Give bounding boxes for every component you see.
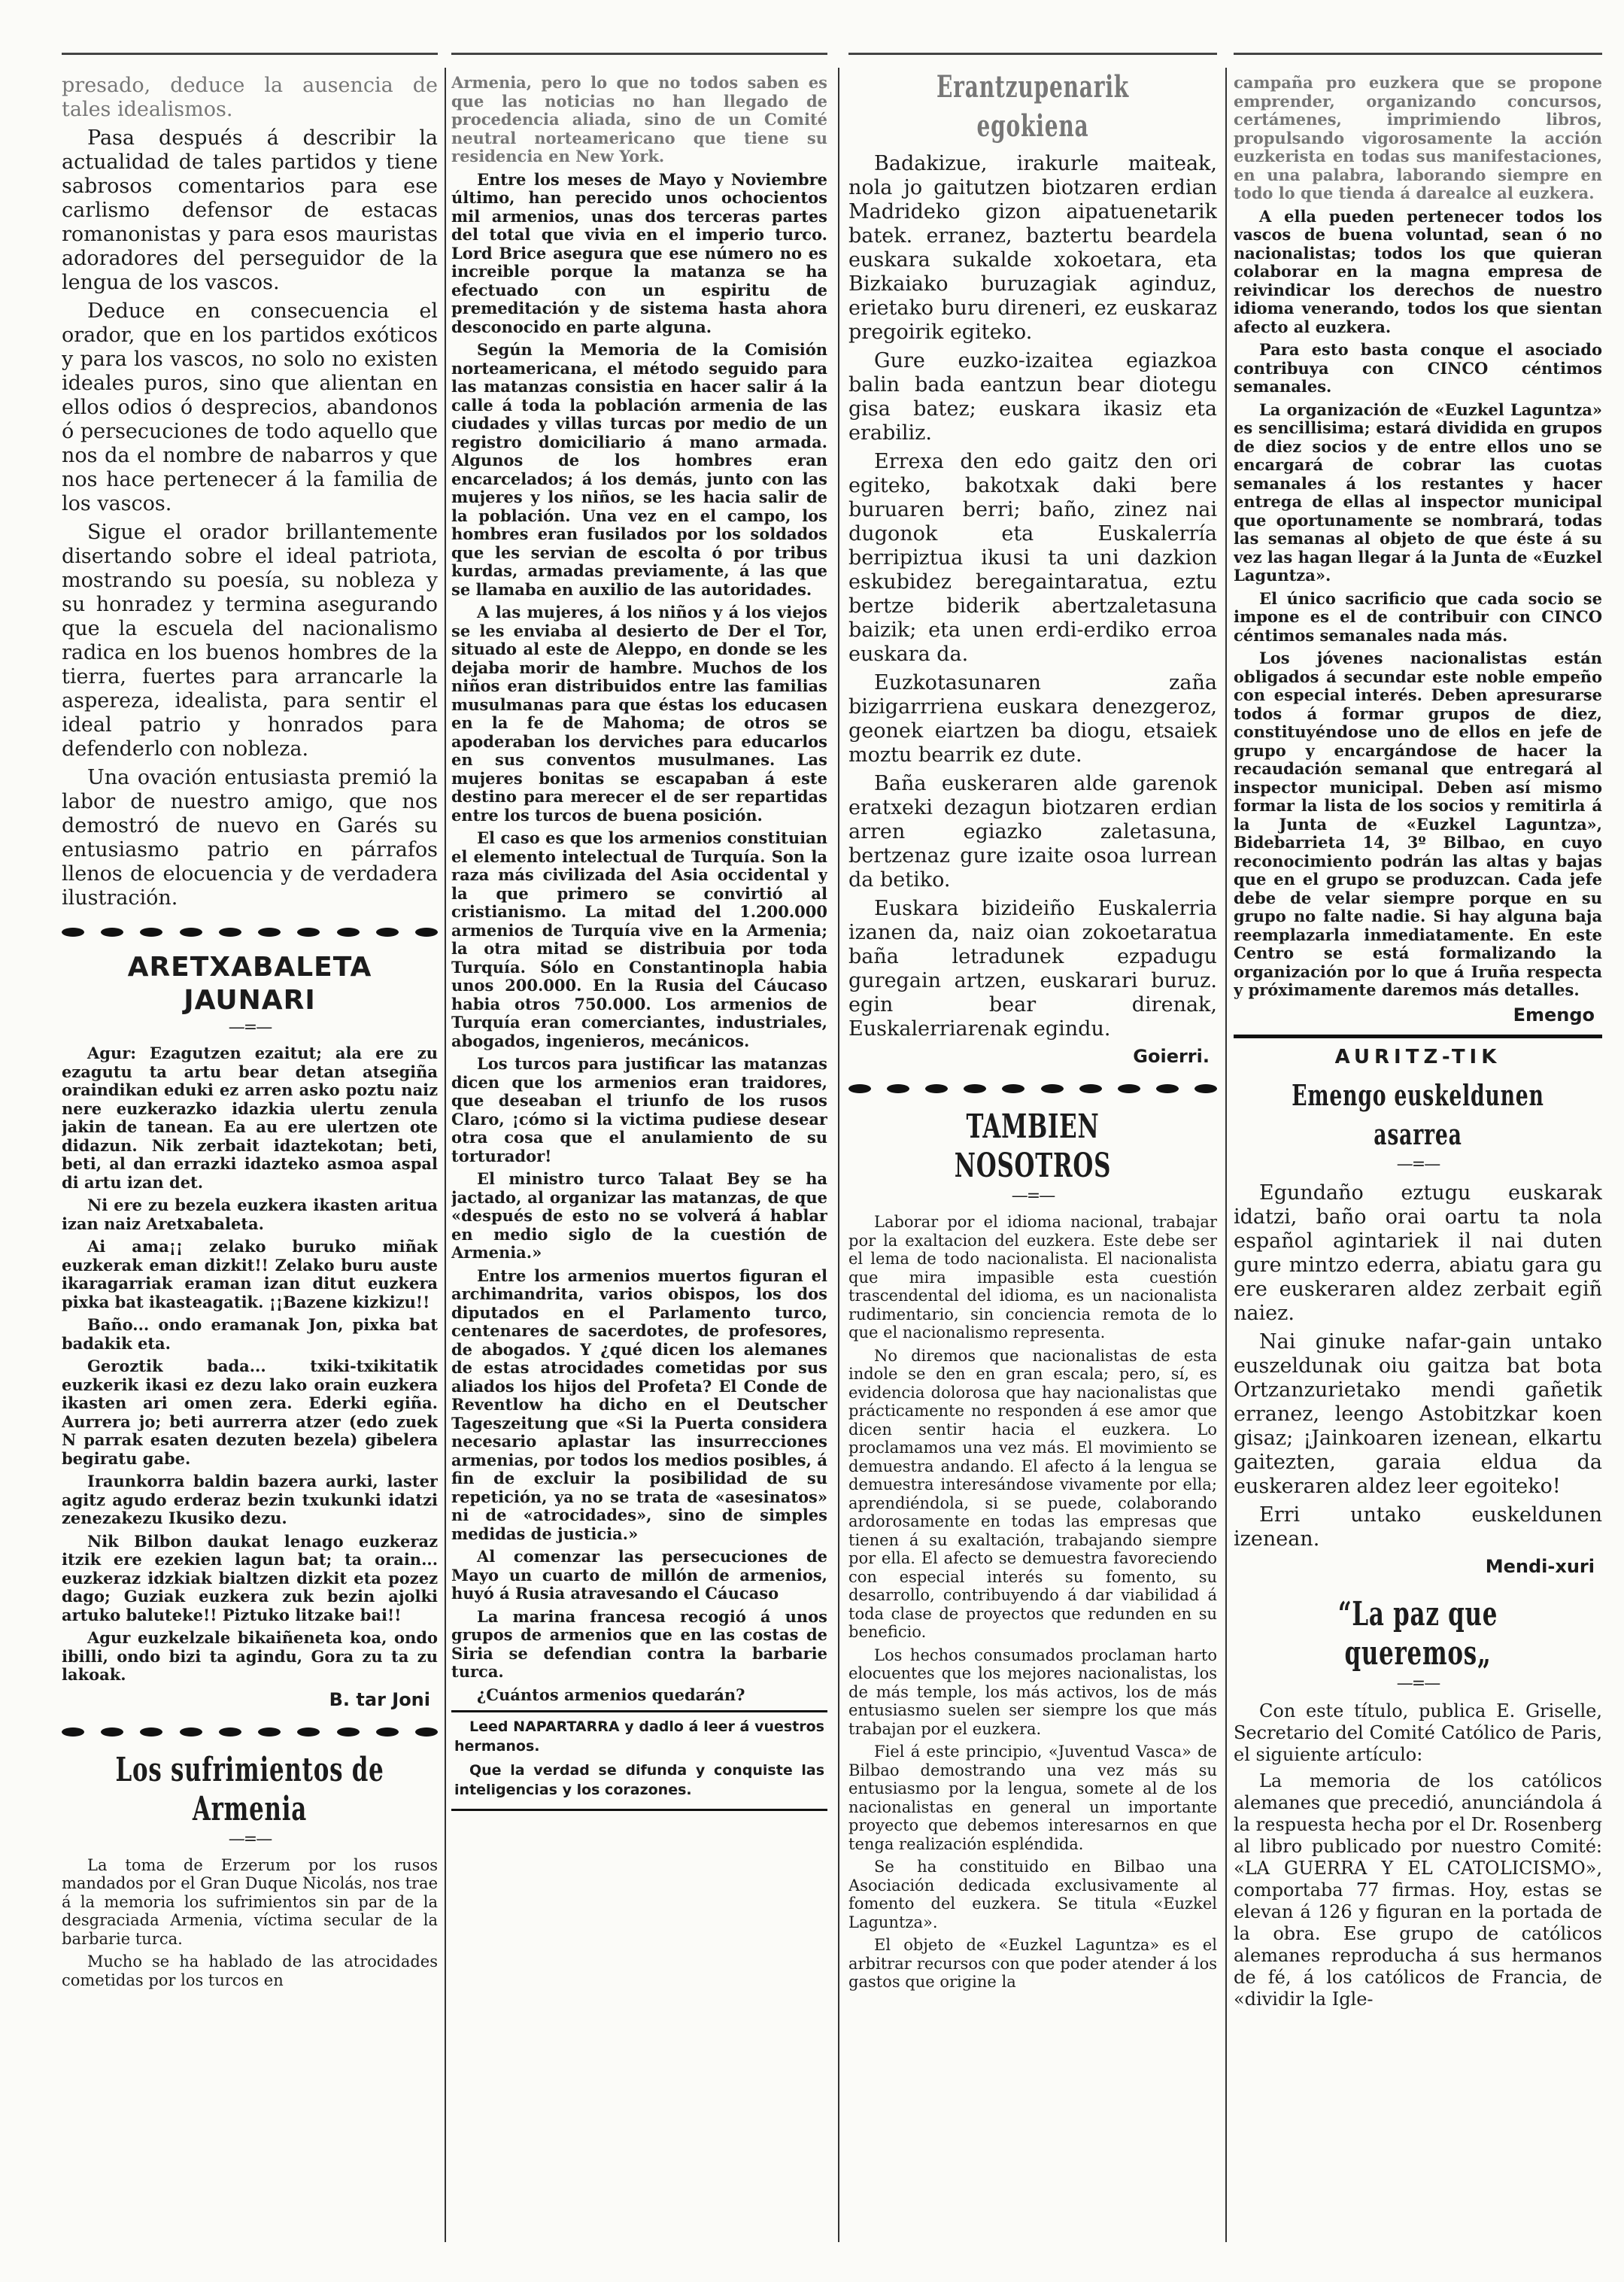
paragraph: La toma de Erzerum por los rusos mandados por el Gran Duque Nicolás, nos trae á la memoria los sufrimientos sin par de la desgraciada Armenia, víctima secular de la barbarie turca. (62, 1855, 438, 1948)
column-divider (1225, 68, 1227, 2242)
title-rule: —=— (1011, 1187, 1055, 1205)
paragraph: Agur euzkelzale bikaiñeneta koa, ondo ibilli, ondo bizi ta agindu, Gora zu ta zu lakoak. (62, 1628, 438, 1684)
signature: Emengo (1513, 1004, 1595, 1026)
paragraph: Ni ere zu bezela euzkera ikasten aritua izan naiz Aretxabaleta. (62, 1196, 438, 1233)
paragraph: La memoria de los católicos alemanes que precedió, anunciándola á la respuesta hecha por el Dr. Rosenberg al libro publicado por nuestro Comité: «LA GUERRA Y EL CATOLICISMO», comportaba 77 firmas. Hoy, estas se elevan á 126 y figuran en la portada de la obra. Ese grupo de católicos alemanes reproducha á sus hermanos de fé, á los católicos de Francia, de «dividir la Igle- (1234, 1770, 1602, 2010)
paragraph: Euzkotasunaren zaña bizigarrriena euskara denezgeroz, geonek eiartzen ba diogu, etsaiek moztu bearrik ez dute. (848, 671, 1217, 767)
paragraph: Se ha constituido en Bilbao una Asociación dedicada exclusivamente al fomento del euzkera. Se titula «Euzkel Laguntza». (848, 1858, 1217, 1931)
title-rule: —=— (228, 1018, 272, 1037)
article-title: Los sufrimientos de Armenia (115, 1750, 384, 1828)
column-divider (838, 68, 839, 2242)
column-divider (445, 68, 446, 2242)
article-title: ARETXABALETA JAUNARI (127, 952, 372, 1016)
column-4 (1234, 45, 1602, 2242)
signature: Mendi-xuri (1485, 1555, 1595, 1577)
paragraph: Para esto basta conque el asociado contribuya con CINCO céntimos semanales. (1234, 340, 1602, 396)
article-title: “La paz que queremos„ (1337, 1594, 1498, 1673)
title-rule: —=— (1396, 1154, 1440, 1174)
paragraph: Euskara bizideiño Euskalerria izanen da, naiz oian zokoetaratua baña letradunek ezpadugu guregain artzen, euskarari buruz. egin bear direnak, Euskalerriarenak egindu. (848, 897, 1217, 1041)
notice-line: Que la verdad se difunda y conquiste las inteligencias y los corazones. (454, 1762, 824, 1798)
paragraph: Laborar por el idioma nacional, trabajar por la exaltacion del euzkera. Este debe ser el lema de todo nacionalista. El nacionalista que mira impasible esta cuestión trascendental del idioma, es un nacionalista rudimentario, sin conciencia remota de lo que el nacionalismo representa. (848, 1213, 1217, 1342)
article-title: Emengo euskeldunen asarrea (1292, 1077, 1544, 1151)
signature: Goierri. (1133, 1046, 1210, 1067)
paragraph: Armenia, pero lo que no todos saben es que las noticias no han llegado de procedencia aliada, sino de un Comité neutral norteamericano que tiene su residencia en New York. (451, 73, 827, 166)
paragraph: Al comenzar las persecuciones de Mayo un cuarto de millón de armenios, huyó á Rusia atravesando el Cáucaso (451, 1547, 827, 1603)
paragraph: Los hechos consumados proclaman harto elocuentes que los mejores nacionalistas, los de más temple, los más activos, los de más entusiasmo suelen ser siempre los que más trabajan por el euzkera. (848, 1645, 1217, 1738)
paragraph: ¿Cuántos armenios quedarán? (477, 1685, 745, 1704)
paragraph: Badakizue, irakurle maiteak, nola jo gaitutzen biotzaren erdian Madrideko gizon aipatuenetarik batek. erranez, baztertu beardela euskara sukalde xokoetara, eta Bizkaiako buruzagiak aginduz, erietako buru direneri, ez euskaraz pregoirik egiteko. (848, 152, 1217, 344)
ornament-divider (62, 1721, 438, 1743)
paragraph: La marina francesa recogió á unos grupos de armenios que en las costas de Siria se defendian contra la barbarie turca. (451, 1606, 827, 1681)
notice-box (451, 1710, 827, 1811)
ornament-divider (848, 1077, 1217, 1100)
notice-line: Leed NAPARTARRA y dadlo á leer á vuestros hermanos. (454, 1718, 824, 1755)
paragraph: Pasa después á describir la actualidad de tales partidos y tiene sabrosos comentarios para ese carlismo defensor de estacas romanonistas y para esos mauristas adoradores del perseguidor de la lengua de los vascos. (62, 126, 438, 294)
title-rule: —=— (1396, 1673, 1440, 1693)
paragraph: La organización de «Euzkel Laguntza» es sencillisima; estará dividida en grupos de diez socios y de entre ellos uno se encargará de cobrar las cuotas semanales á los restantes y hacer entrega de ellas al inspector municipal que oportunamente se nombrará, todas las semanas al objeto de que éste á su vez las hagan llegar á la Junta de «Euzkel Laguntza». (1234, 400, 1602, 585)
paragraph: Egundaño eztugu euskarak idatzi, baño orai oartu ta nola español agintariek il nai duten gure mintzo ederra, abiatu gara gu ere euskeraren aldez zerbait egiñ naiez. (1234, 1181, 1602, 1325)
ornament-divider (62, 921, 438, 943)
article-title: TAMBIEN NOSOTROS (954, 1108, 1112, 1185)
paragraph: Baño... ondo eramanak Jon, pixka bat badakik eta. (62, 1315, 438, 1353)
paragraph: Geroztik bada... txiki-txikitatik euzkerik ikasi ez dezu lako orain euzkera ikasten ari omen zera. Ederki egiña. Aurrera jo; beti aurrerra atzer (edo zuek N parrak esaten dezuten bezela) gibelera begiratu gabe. (62, 1357, 438, 1468)
paragraph: Una ovación entusiasta premió la labor de nuestro amigo, que nos demostró de nuevo en Garés su entusiasmo patrio en párrafos llenos de elocuencia y de verdadera ilustración. (62, 766, 438, 910)
paragraph: Nai ginuke nafar-gain untako euszeldunak oiu gaitza bat bota Ortzanzurietako mendi gañetik erranez, leengo Astobitzkar koen gisaz; ¡Jainkoaren izenean, elkartu gaitezten, garaia eldua da euskeraren aldez leer egoiteko! (1234, 1329, 1602, 1498)
paragraph: Mucho se ha hablado de las atrocidades cometidas por los turcos en (62, 1952, 438, 1989)
paragraph: Errexa den edo gaitz den ori egiteko, bakotxak daki bere buruaren berri; baño, zinez nai dugonok eta Euskalerría berripiztua ikusi ta uni dazkion eskubidez beregaintaratua, eztu bertze biderik abertzaletasuna baizik; eta unen erdi-erdiko erroa euskara da. (848, 450, 1217, 666)
paragraph: No diremos que nacionalistas de esta indole se den en gran escala; pero, sí, es evidencia dolorosa que hay nacionalistas que prácticamente no responden á ese amor que dicen sentir hacia el euzkera. Lo proclamamos una vez más. El movimiento se demuestra andando. El afecto á la lengua se demuestra interesándose vivamente por ella; aprendiéndola, si se puede, colaborando ardorosamente en todas las empresas que tienen á su exaltación, trabajando siempre por ella. El afecto se demuestra favoreciendo con especial interés su fomento, su desarrollo, contribuyendo á dar viabilidad á toda clase de proyectos que redunden en su beneficio. (848, 1346, 1217, 1641)
paragraph: Con este título, publica E. Griselle, Secretario del Comité Católico de Paris, el siguiente artículo: (1234, 1700, 1602, 1765)
paragraph: A las mujeres, á los niños y á los viejos se les enviaba al desierto de Der el Tor, situado al este de Aleppo, en donde se les dejaba morir de hambre. Muchos de los niños eran distribuidos entre las familias musulmanas para que éstas los educasen en la fe de Mahoma; de otros se apoderaban los derviches para educarlos en sus conventos musulmanes. Las mujeres bonitas se escapaban á este destino para merecer el de ser repartidas entre los turcos de buena posición. (451, 603, 827, 825)
paragraph: Fiel á este principio, «Juventud Vasca» de Bilbao demostrando una vez más su entusiasmo por la lengua, somete al de los nacionalistas en general un importante proyecto que debemos interesarnos en que tenga realización espléndida. (848, 1743, 1217, 1853)
paragraph: Entre los armenios muertos figuran el archimandrita, varios obispos, los dos diputados en el Parlamento turco, centenares de sacerdotes, de profesores, de abogados. Y ¿qué dicen los alemanes de estas atrocidades cometidas por sus aliados los hijos del Profeta? El Conde de Reventlow ha dicho en el Deutscher Tageszeitung que «Si la Puerta considera necesario aplastar las insurrecciones armenias, por todos los medios posibles, á fin de excluir la posibilidad de su repetición, ya no se trata de «asesinatos» ni de «atrocidades», sino de simples medidas de justicia.» (451, 1266, 827, 1543)
title-rule: —=— (228, 1829, 272, 1849)
newspaper-page (45, 45, 1602, 2250)
divider-bar (1234, 1035, 1602, 1038)
paragraph: Baña euskeraren alde garenok eratxeki dezagun biotzaren erdian arren egiazko zaletasuna, bertzenaz gure izaite osoa lurrean da betiko. (848, 772, 1217, 892)
section-kicker: AURITZ-TIK (1334, 1045, 1501, 1068)
paragraph: Los turcos para justificar las matanzas dicen que los armenios eran traidores, que deseaban el triunfo de los rusos Claro, ¡cómo si la victima pudiese desear otra cosa que el anulamiento de su torturador! (451, 1054, 827, 1165)
paragraph: A ella pueden pertenecer todos los vascos de buena voluntad, sean ó no nacionalistas; todos los que quieran colaborar en la magna empresa de reivindicar los derechos de nuestro idioma venerando, todos los que sientan afecto al euzkera. (1234, 206, 1602, 336)
paragraph: Según la Memoria de la Comisión norteamericana, el método seguido para las matanzas consistia en hacer salir á la calle á toda la población armenia de las ciudades y villas turcas por medio de un registro domiciliario á mano armada. Algunos de los hombres eran encarcelados; á los demás, junto con las mujeres y los niños, se les hacia salir de la población. Una vez en el campo, los hombres eran fusilados por los soldados que les servian de escolta ó por tribus kurdas, armadas previamente, á las que se llamaba en auxilio de las autoridades. (451, 340, 827, 599)
signature: B. tar Joni (329, 1688, 430, 1710)
paragraph: El ministro turco Talaat Bey se ha jactado, al organizar las matanzas, de que «después de esto no se volverá á hablar en medio siglo de la cuestión de Armenia.» (451, 1169, 827, 1262)
column-1 (62, 45, 438, 2242)
paragraph: Los jóvenes nacionalistas están obligados á secundar este noble empeño con especial interés. Deben apresurarse todos á formar grupos de diez, constituyéndose uno de ellos en jefe de grupo y encargándose de hacer la recaudación semanal que entregará al inspector municipal. Deben así mismo formar la lista de los socios y remitirla á la Junta de «Euzkel Laguntza», Bidebarrieta 14, 3º Bilbao, en cuyo reconocimiento podrán las altas y bajas que en el grupo se produzcan. Cada jefe debe de velar siempre porque en su grupo no falte nadie. Si hay alguna baja reemplazarla inmediatamente. En este Centro se está formalizando la organización por lo que á Iruña respecta y próximamente daremos más detalles. (1234, 649, 1602, 999)
paragraph: Agur: Ezagutzen ezaitut; ala ere zu ezagutu ta artu bear detan atsegiña oraindikan eduki ez arren asko poztu naiz nere euzkerazko idazkia ulertu zenula jakin de tanean. Ea au ere ulertzen ote didazun. Nik zerbait idaztekotan; beti, beti, al dan errazki idazteko asmoa aspal di artu izan det. (62, 1044, 438, 1192)
paragraph: Nik Bilbon daukat lenago euzkeraz itzik ere ezekien lagun bat; ta orain... euzkeraz idzkiak bialtzen dizkit eta pozez dago; Guziak euzkera zuk bezin ajolki artuko baluteke!! Piztuko litzake bai!! (62, 1531, 438, 1624)
paragraph: Gure euzko-izaitea egiazkoa balin bada eantzun bear diotegu gisa batez; euskara ikasiz eta erabiliz. (848, 349, 1217, 445)
column-2 (451, 45, 827, 2242)
paragraph: El objeto de «Euzkel Laguntza» es el arbitrar recursos con que poder atender á los gastos que origine la (848, 1936, 1217, 1991)
paragraph: El único sacrificio que cada socio se impone es el de contribuir con CINCO céntimos semanales nada más. (1234, 588, 1602, 645)
article-title: Erantzupenarik egokiena (936, 69, 1130, 144)
paragraph: Ai ama¡¡ zelako buruko miñak euzkerak eman dizkit!! Zelako buru auste ikaragarriak eraman izan ditut euzkera pixka bat ikasteagatik. ¡¡Bazene kizkizu!! (62, 1237, 438, 1311)
paragraph: presado, deduce la ausencia de tales idealismos. (62, 74, 438, 121)
paragraph: El caso es que los armenios constituian el elemento intelectual de Turquía. Son la raza más civilizada del Asia occidental y la que primero se convirtió al cristianismo. La mitad del 1.200.000 armenios de Turquía vive en la Armenia; la otra mitad se distribuia por toda Turquía. Sólo en Constantinopla habia unos 200.000. En la Rusia del Cáucaso habia otros 750.000. Los armenios de Turquía eran comerciantes, industriales, abogados, ingenieros, mecánicos. (451, 828, 827, 1050)
paragraph: campaña pro euzkera que se propone emprender, organizando concursos, certámenes, imprimiendo libros, propulsando vigorosamente la acción euzkerista en todas sus manifestaciones, en una palabra, laborando siempre en todo lo que tienda á darealce al euzkera. (1234, 73, 1602, 202)
paragraph: Sigue el orador brillantemente disertando sobre el ideal patriota, mostrando su poesía, su nobleza y su honradez y termina asegurando que la escuela del nacionalismo radica en los buenos hombres de la tierra, fuertes para arrancarle la aspereza, idealista, para sentir el ideal patrio y honrados para defenderlo con nobleza. (62, 521, 438, 761)
column-3 (848, 45, 1217, 2242)
paragraph: Erri untako euskeldunen izenean. (1234, 1503, 1602, 1551)
paragraph: Iraunkorra baldin bazera aurki, laster agitz agudo erderaz bezin txukunki idatzi zenezakezu Ikusiko dezu. (62, 1472, 438, 1527)
paragraph: Deduce en consecuencia el orador, que en los partidos exóticos y para los vascos, no solo no existen ideales puros, sino que alientan en ellos odios ó desprecios, abandonos ó persecuciones de todo aquello que nos da el nombre de nabarros y que nos hace pertenecer á la familia de los vascos. (62, 299, 438, 515)
paragraph: Entre los meses de Mayo y Noviembre último, han perecido unos ochocientos mil armenios, unas dos terceras partes del total que vivia en el imperio turco. Lord Brice asegura que ese número no es increible porque la matanza se ha efectuado con un espiritu de premeditación y de sistema hasta ahora desconocido en parte alguna. (451, 169, 827, 336)
